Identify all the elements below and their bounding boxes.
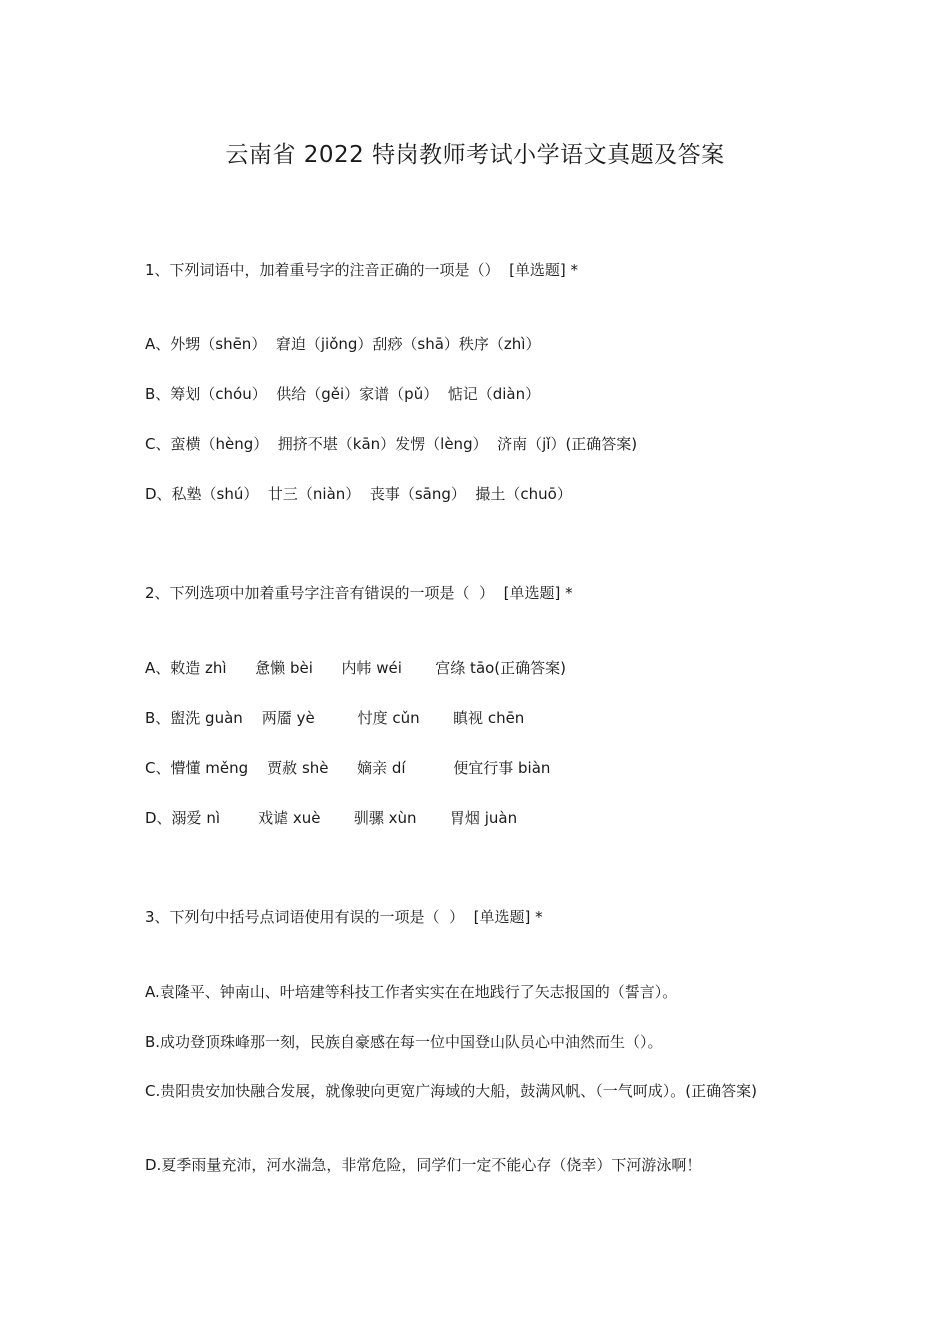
question-2-option-a: A、敕造 zhì 惫懒 bèi 内帏 wéi 宫绦 tāo(正确答案)	[145, 659, 567, 677]
question-3-option-b: B.成功登顶珠峰那一刻，民族自豪感在每一位中国登山队员心中油然而生（）。	[145, 1033, 663, 1051]
question-1-option-c: C、蛮横（hèng） 拥挤不堪（kān）发愣（lèng） 济南（jǐ）(正确答案)	[145, 435, 638, 453]
question-3-stem: 3、下列句中括号点词语使用有误的一项是（ ） [单选题] *	[145, 908, 543, 926]
question-3-option-a: A.袁隆平、钟南山、叶培建等科技工作者实实在在地践行了矢志报国的（誓言）。	[145, 983, 678, 1001]
question-3-option-d: D.夏季雨量充沛，河水湍急，非常危险，同学们一定不能心存（侥幸）下河游泳啊！	[145, 1156, 702, 1174]
question-3-option-c: C.贵阳贵安加快融合发展，就像驶向更宽广海域的大船，鼓满风帆、（一气呵成）。(正确答案)	[145, 1082, 757, 1100]
question-1-option-b: B、筹划（chóu） 供给（gěi）家谱（pǔ） 惦记（diàn）	[145, 385, 541, 403]
question-2-option-d: D、溺爱 nì 戏谑 xuè 驯骡 xùn 胃烟 juàn	[145, 809, 518, 827]
question-2-option-b: B、盥洗 guàn 两靥 yè 忖度 cǔn 瞋视 chēn	[145, 709, 525, 727]
question-1-option-a: A、外甥（shēn） 窘迫（jiǒng）刮痧（shā）秩序（zhì）	[145, 335, 541, 353]
question-1-stem: 1、下列词语中，加着重号字的注音正确的一项是（） [单选题] *	[145, 261, 579, 279]
page-title: 云南省 2022 特岗教师考试小学语文真题及答案	[225, 142, 725, 168]
question-1-option-d: D、私塾（shú） 廿三（niàn） 丧事（sāng） 撮土（chuō）	[145, 485, 572, 503]
question-2-stem: 2、下列选项中加着重号字注音有错误的一项是（ ） [单选题] *	[145, 584, 573, 602]
question-2-option-c: C、懵懂 měng 贾赦 shè 嫡亲 dí 便宜行事 biàn	[145, 759, 551, 777]
